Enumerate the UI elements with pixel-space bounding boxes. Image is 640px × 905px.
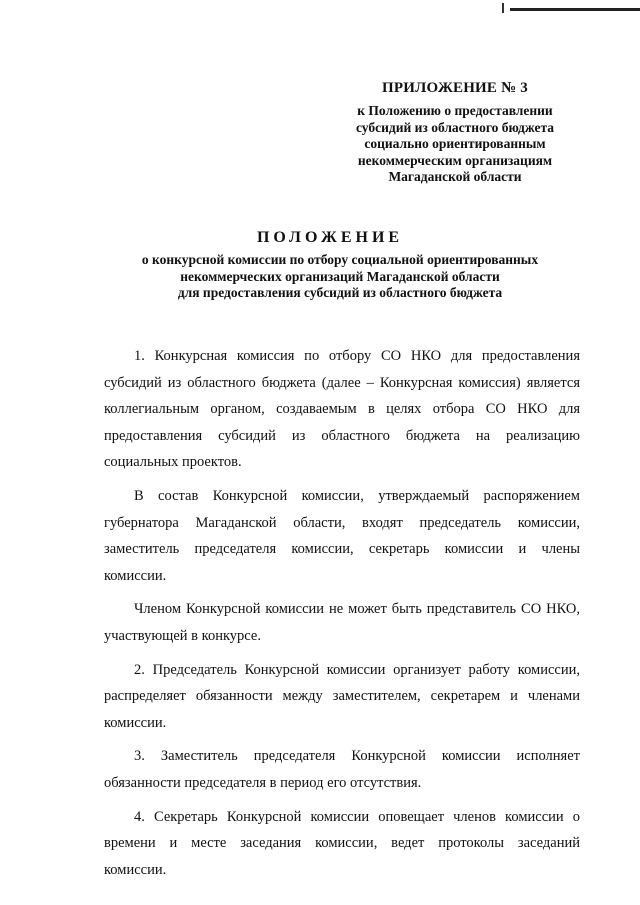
text-line: Членом Конкурсной комиссии не может быть представитель СО НКО, <box>134 601 580 618</box>
paragraph-1 <box>104 343 580 476</box>
paragraph-3 <box>104 596 580 649</box>
annex-line: некоммерческим организациям <box>357 152 553 168</box>
text-line: распределяет обязанности между заместителем, секретарем и членами <box>104 688 580 705</box>
text-line: В состав Конкурсной комиссии, утверждаемый распоряжением <box>134 487 580 504</box>
document-title: ПОЛОЖЕНИЕ <box>256 229 404 246</box>
text-line: 2. Председатель Конкурсной комиссии организует работу комиссии, <box>134 661 580 678</box>
text-line: заместитель председателя комиссии, секретарь комиссии и члены <box>104 541 580 558</box>
annex-line: Магаданской области <box>388 169 522 184</box>
text-line: комиссии. <box>104 861 167 878</box>
text-line: обязанности председателя в период его отсутствия. <box>104 774 422 791</box>
text-line: 1. Конкурсная комиссия по отбору СО НКО для предоставления <box>134 348 580 364</box>
text-line: участвующей в конкурсе. <box>104 627 261 644</box>
annex-line: субсидий из областного бюджета <box>355 119 555 135</box>
document-subtitle <box>80 252 600 302</box>
text-line: комиссии. <box>104 714 167 731</box>
text-line: комиссии. <box>104 567 167 584</box>
subtitle-line: для предоставления субсидий из областного бюджета <box>177 285 503 300</box>
text-line: предоставления субсидий из областного бюджета на реализацию <box>104 427 580 444</box>
text-line: субсидий из областного бюджета (далее – Конкурсная комиссия) является <box>104 374 580 391</box>
annex-line: к Положению о предоставлении <box>357 103 553 118</box>
subtitle-line: некоммерческих организаций Магаданской области <box>180 268 500 284</box>
paragraph-5 <box>104 743 580 796</box>
text-line: времени и месте заседания комиссии, ведет протоколы заседаний <box>104 835 580 852</box>
text-line: губернатора Магаданской области, входят председатель комиссии, <box>104 514 580 531</box>
text-line: 4. Секретарь Конкурсной комиссии оповещает членов комиссии о <box>134 808 580 825</box>
annex-title: ПРИЛОЖЕНИЕ № 3 <box>381 80 529 96</box>
scan-edge-mark <box>510 8 640 11</box>
paragraph-6 <box>104 804 580 884</box>
annex-subtitle <box>320 103 590 186</box>
annex-line: социально ориентированным <box>364 136 546 151</box>
document-body <box>104 343 580 890</box>
text-line: коллегиальным органом, создаваемым в целях отбора СО НКО для <box>104 401 580 418</box>
text-line: социальных проектов. <box>104 454 242 471</box>
paragraph-4 <box>104 657 580 737</box>
paragraph-2 <box>104 483 580 589</box>
subtitle-line: о конкурсной комиссии по отбору социальной ориентированных <box>141 252 539 267</box>
text-line: 3. Заместитель председателя Конкурсной комиссии исполняет <box>134 748 580 765</box>
